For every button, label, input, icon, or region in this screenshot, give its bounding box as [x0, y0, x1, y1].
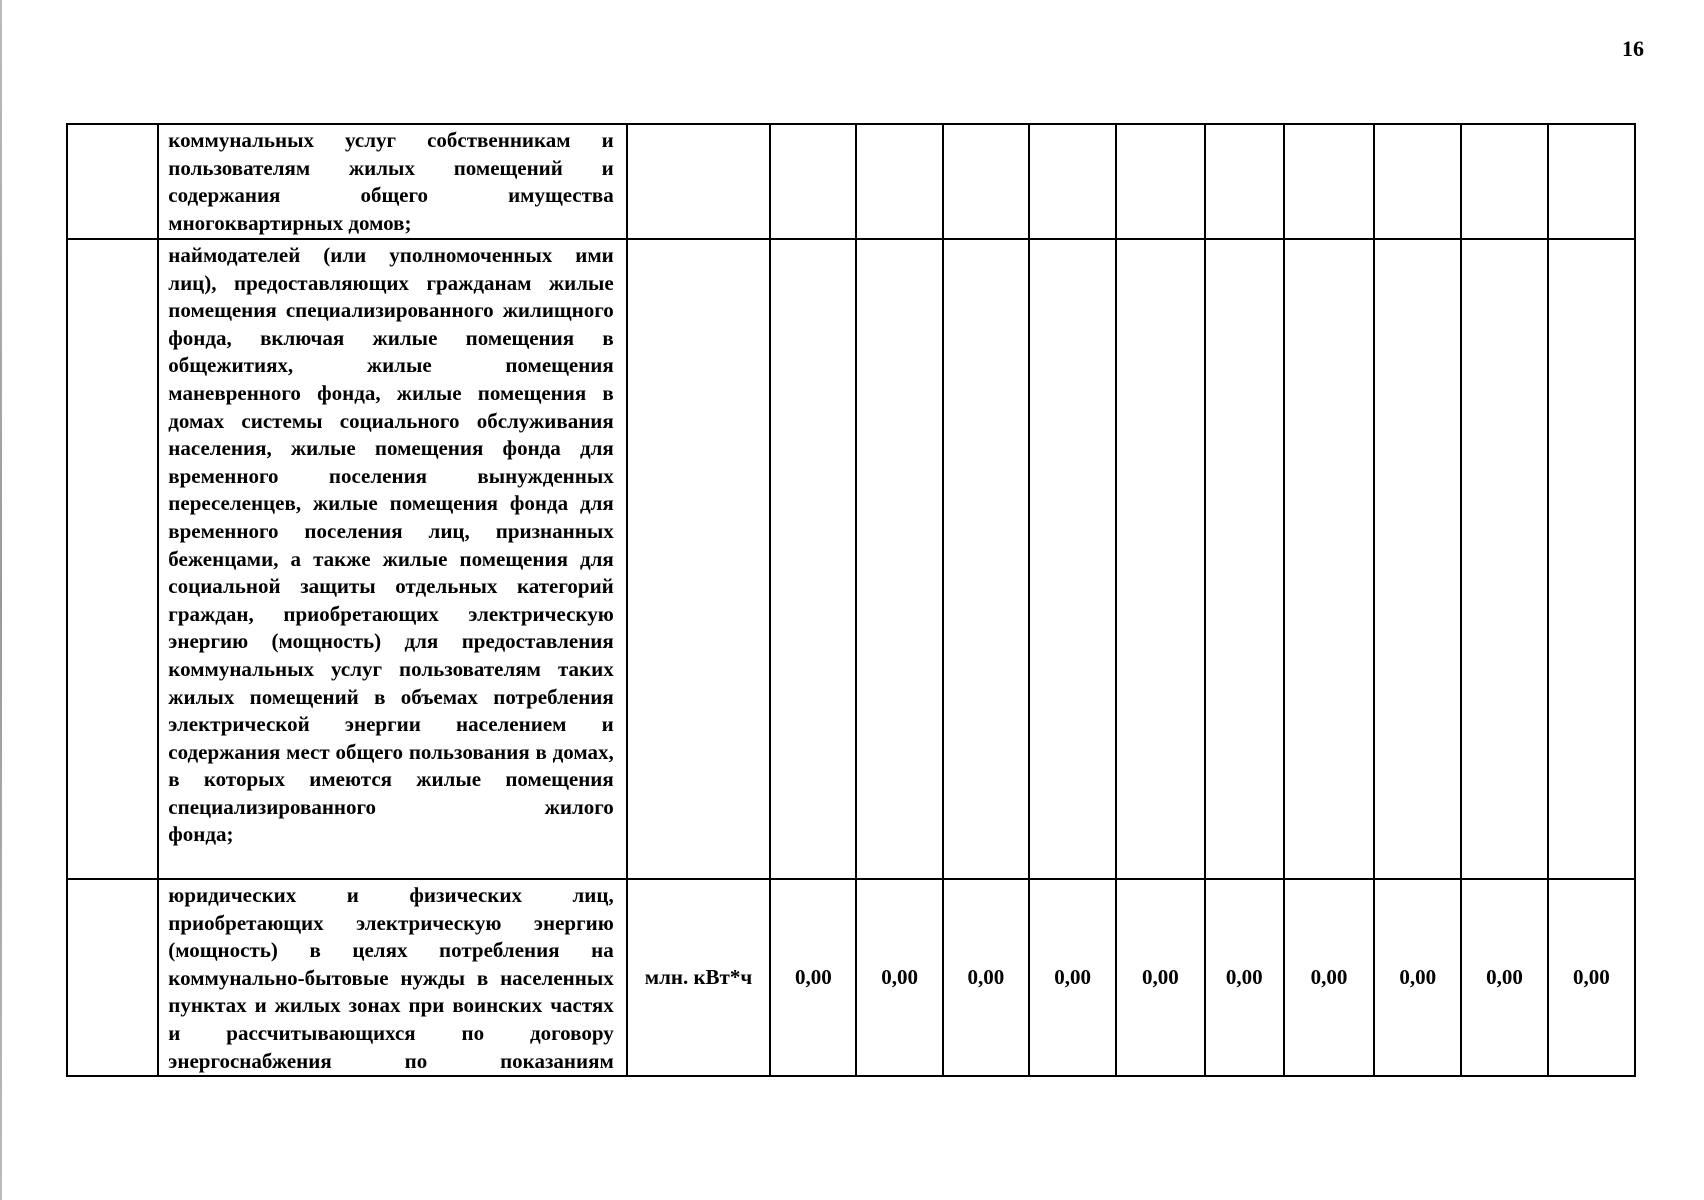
- value-cell: [856, 239, 942, 879]
- value-cell: 0,00: [1461, 879, 1547, 1076]
- value-cell: [1116, 239, 1204, 879]
- description-text: наймодателей (или уполномоченных ими лиц), предоставляющих гражданам жилые помещения специализированного жилищного фонда, включая жилые помещения в общежитиях, жилые помещения маневренного фонда, жилые помещения в домах системы социального обслуживания населения, жилые помещения фонда для временного поселения вынужденных переселенцев, жилые помещения фонда для временного поселения лиц, признанных беженцами, а также жилые помещения для социальной защиты отдельных категорий граждан, приобретающих электрическую энергию (мощность) для предоставления коммунальных услуг пользователям таких жилых помещений в объемах потребления электрической энергии населением и содержания мест общего пользования в домах, в которых имеются жилые помещения специализированного жилого: [168, 243, 614, 819]
- value-cell: [1461, 239, 1547, 879]
- value-cell: [943, 124, 1029, 239]
- value-cell: [1116, 124, 1204, 239]
- table-row: [67, 239, 1635, 879]
- value-cell: [1284, 124, 1374, 239]
- value-cell: [1029, 239, 1116, 879]
- unit-cell: [627, 124, 770, 239]
- value-cell: [770, 239, 856, 879]
- value-cell: [1374, 124, 1461, 239]
- value-cell: 0,00: [1374, 879, 1461, 1076]
- page-number: 16: [1622, 36, 1644, 61]
- value-cell: 0,00: [770, 879, 856, 1076]
- description-cell: [158, 879, 626, 1076]
- description-cell: [158, 239, 626, 879]
- value-cell: 0,00: [1029, 879, 1116, 1076]
- row-number-cell: [67, 879, 158, 1076]
- unit-cell: млн. кВт*ч: [627, 879, 770, 1076]
- value-cell: [1461, 124, 1547, 239]
- value-cell: [1548, 124, 1635, 239]
- value-cell: 0,00: [943, 879, 1029, 1076]
- value-cell: 0,00: [1116, 879, 1204, 1076]
- value-cell: [1548, 239, 1635, 879]
- value-cell: [856, 124, 942, 239]
- value-cell: [1284, 239, 1374, 879]
- description-last-line: фонда;: [168, 822, 234, 847]
- table-row: [67, 124, 1635, 239]
- description-cell: [158, 124, 626, 239]
- scan-edge: [0, 0, 2, 1200]
- value-cell: [1205, 124, 1284, 239]
- value-cell: [943, 239, 1029, 879]
- description-last-line: многоквартирных домов;: [168, 210, 412, 235]
- description-text: коммунальных услуг собственникам и пользователям жилых помещений и содержания общего имущества: [168, 128, 614, 208]
- indicator-table: [66, 123, 1636, 1077]
- value-cell: 0,00: [1548, 879, 1635, 1076]
- table-row: [67, 879, 1635, 1076]
- value-cell: [1029, 124, 1116, 239]
- value-cell: 0,00: [1284, 879, 1374, 1076]
- row-number-cell: [67, 239, 158, 879]
- row-number-cell: [67, 124, 158, 239]
- value-cell: 0,00: [1205, 879, 1284, 1076]
- value-cell: [1205, 239, 1284, 879]
- value-cell: [1374, 239, 1461, 879]
- unit-cell: [627, 239, 770, 879]
- description-text: юридических и физических лиц, приобретающих электрическую энергию (мощность) в целях потребления на коммунально-бытовые нужды в населенных пунктах и жилых зонах при воинских частях и рассчитывающихся по договору энергоснабжения по показаниям: [168, 883, 614, 1073]
- value-cell: [770, 124, 856, 239]
- value-cell: 0,00: [856, 879, 942, 1076]
